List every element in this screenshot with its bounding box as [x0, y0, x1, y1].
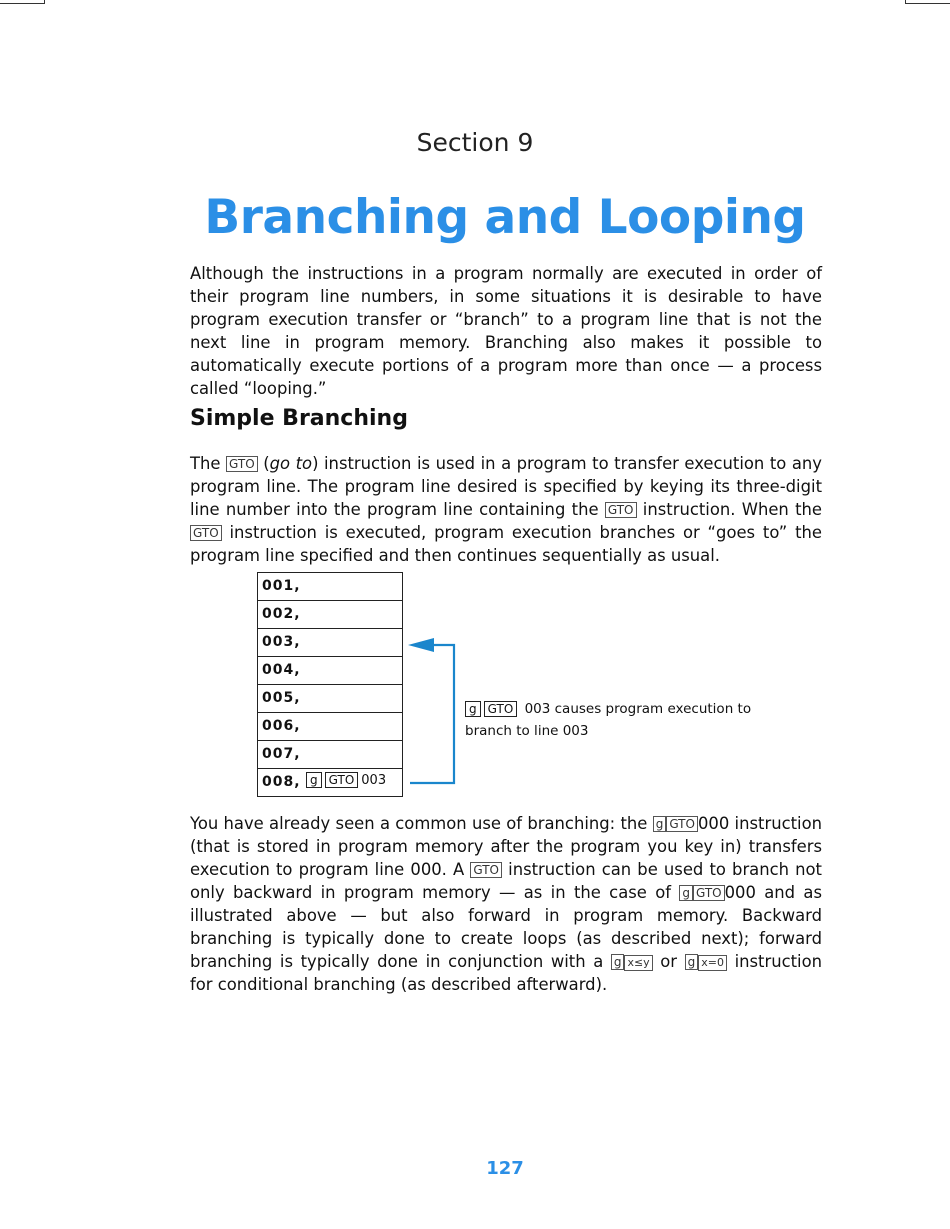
- text: instruction can be used to branch not only backward in program memory — as in the case of: [190, 860, 822, 902]
- program-line: [258, 685, 402, 713]
- line-number: 001,: [262, 578, 301, 594]
- crop-mark-left: [0, 0, 45, 4]
- program-line: [258, 629, 402, 657]
- caption-line-1: [465, 698, 785, 720]
- program-line: [258, 713, 402, 741]
- line-number: 008,: [262, 774, 301, 790]
- g-key: g: [611, 954, 625, 970]
- text: ) instruction is used in a program to transfer execution to any program line. The program line desired is specified by keying its three-digit line number into the program line containing the: [190, 454, 822, 519]
- line-number: 004,: [262, 662, 301, 678]
- gto-key: GTO: [470, 862, 502, 878]
- intro-paragraph: Although the instructions in a program normally are executed in order of their program line numbers, in some situations it is desirable to have program execution transfer or “branch” to a program line that is not the next line in program memory. Branching also makes it possible to automatically execute portions of a program more than once — a process called “looping.”: [190, 264, 822, 398]
- gto-key: GTO: [484, 701, 518, 717]
- target-line: 003: [361, 773, 387, 788]
- text: You have already seen a common use of branching: the: [190, 814, 653, 833]
- line-number: 007,: [262, 746, 301, 762]
- caption-line-2: branch to line 003: [465, 723, 589, 739]
- text: instruction. When the: [636, 500, 823, 519]
- line-number: 006,: [262, 718, 301, 734]
- text: (: [257, 454, 270, 473]
- crop-mark-right: [905, 0, 950, 4]
- section-label: Section 9: [416, 128, 534, 157]
- page-title: Branching and Looping: [204, 190, 806, 245]
- diagram-caption: [465, 698, 785, 742]
- program-line: [258, 601, 402, 629]
- branch-arrow-line: [410, 645, 454, 783]
- program-line: [258, 573, 402, 601]
- branching-paragraph: [190, 812, 822, 996]
- line-number: 003,: [262, 634, 301, 650]
- emphasis: go to: [269, 454, 313, 473]
- gto-paragraph: [190, 452, 822, 567]
- gto-key: GTO: [666, 816, 698, 832]
- text: The: [190, 454, 227, 473]
- program-line: [258, 769, 402, 797]
- text: 000 and as illustrated above — but also forward in program memory. Backward branching is typically done to create loops (as described next); forward branching is typically done in conjunction with a: [190, 883, 823, 971]
- text: or: [652, 952, 685, 971]
- branch-arrow: [400, 630, 460, 790]
- g-key: g: [653, 816, 667, 832]
- text: 000 instruction (that is stored in program memory after the program you key in) transfers execution to program line 000. A: [190, 814, 822, 879]
- page-number: 127: [486, 1158, 524, 1179]
- program-line: [258, 657, 402, 685]
- g-key: g: [685, 954, 699, 970]
- gto-key: GTO: [325, 772, 359, 788]
- g-key: g: [465, 701, 481, 717]
- program-lines-diagram: [257, 572, 403, 797]
- caption-text: 003 causes program execution to: [520, 701, 752, 717]
- program-line: [258, 741, 402, 769]
- gto-key: GTO: [693, 885, 725, 901]
- g-key: g: [679, 885, 693, 901]
- line-number: 002,: [262, 606, 301, 622]
- line-number: 005,: [262, 690, 301, 706]
- g-key: g: [306, 772, 322, 788]
- gto-key: GTO: [605, 502, 637, 518]
- gto-key: GTO: [226, 456, 258, 472]
- gto-key: GTO: [190, 525, 222, 541]
- line-instruction: [306, 772, 386, 788]
- section-heading: Simple Branching: [190, 406, 408, 431]
- text: instruction is executed, program execution branches or “goes to” the program line specified and then continues sequentially as usual.: [190, 523, 822, 565]
- text: instruction for conditional branching (as described afterward).: [190, 952, 823, 994]
- x-eq-0-key: x=0: [698, 955, 727, 971]
- x-le-y-key: x≤y: [624, 955, 652, 971]
- arrow-head: [408, 638, 434, 652]
